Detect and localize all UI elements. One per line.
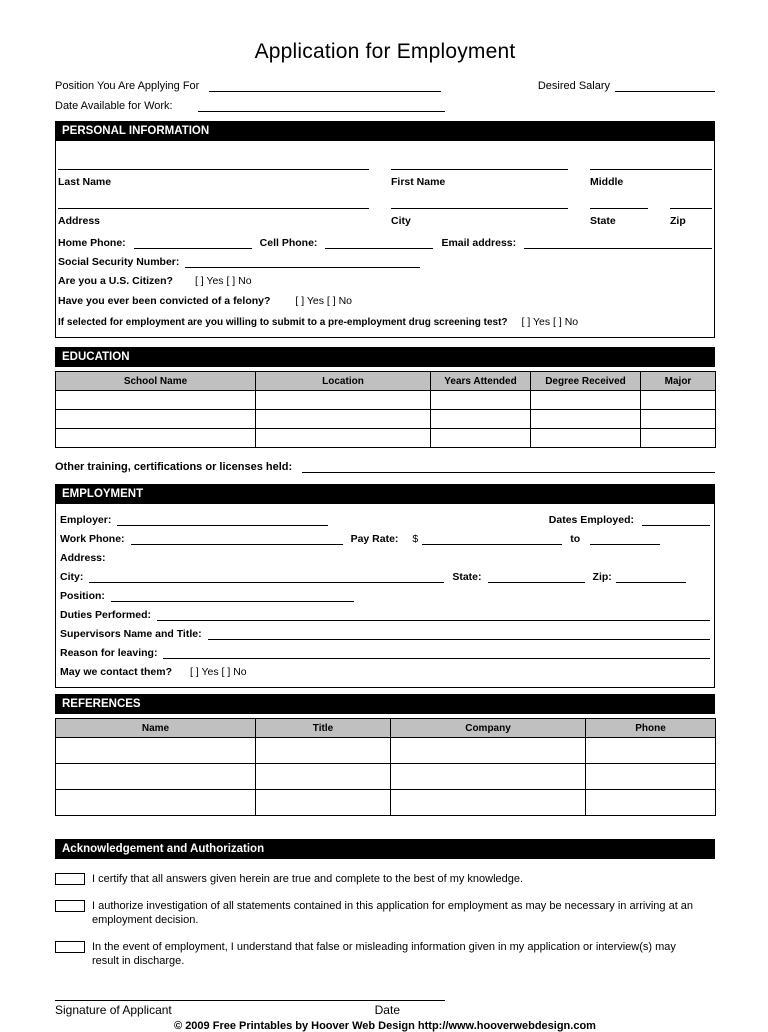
references-cell[interactable] bbox=[391, 738, 586, 764]
references-cell[interactable] bbox=[586, 790, 716, 816]
position-label: Position You Are Applying For bbox=[55, 80, 200, 92]
email-input-line[interactable] bbox=[524, 237, 712, 249]
dates-employed-label: Dates Employed: bbox=[548, 514, 634, 526]
education-table bbox=[55, 371, 716, 448]
education-row bbox=[56, 391, 716, 410]
supervisor-row bbox=[56, 621, 714, 640]
education-cell[interactable] bbox=[641, 391, 716, 410]
zip-input-line[interactable] bbox=[670, 197, 712, 209]
signature-input-line[interactable] bbox=[55, 1000, 445, 1001]
signature-labels-row bbox=[55, 1003, 445, 1017]
education-cell[interactable] bbox=[431, 391, 531, 410]
last-name-field bbox=[58, 157, 369, 188]
section-header-personal-information: PERSONAL INFORMATION bbox=[55, 121, 715, 141]
education-cell[interactable] bbox=[256, 410, 431, 429]
pay-rate-to-input-line[interactable] bbox=[590, 533, 660, 545]
acknowledgement-checkbox[interactable] bbox=[55, 900, 85, 912]
education-cell[interactable] bbox=[56, 391, 256, 410]
section-header-acknowledgement: Acknowledgement and Authorization bbox=[55, 839, 715, 859]
date-available-label: Date Available for Work: bbox=[55, 100, 173, 112]
duties-input-line[interactable] bbox=[157, 609, 710, 621]
references-header-name: Name bbox=[56, 719, 256, 738]
reason-for-leaving-label: Reason for leaving: bbox=[60, 647, 158, 659]
employment-zip-input-line[interactable] bbox=[616, 571, 686, 583]
first-name-label: First Name bbox=[391, 176, 446, 188]
employment-address-label: Address: bbox=[60, 552, 106, 564]
section-header-references: REFERENCES bbox=[55, 694, 715, 714]
employment-zip-label: Zip: bbox=[592, 571, 612, 583]
dates-employed-input-line[interactable] bbox=[642, 514, 710, 526]
date-available-row bbox=[55, 100, 715, 112]
desired-salary-label: Desired Salary bbox=[537, 80, 610, 92]
city-input-line[interactable] bbox=[391, 197, 568, 209]
other-training-input-line[interactable] bbox=[302, 461, 715, 473]
address-fields-row bbox=[56, 188, 714, 227]
position-held-input-line[interactable] bbox=[111, 590, 354, 602]
copyright-footer: © 2009 Free Printables by Hoover Web Design http://www.hooverwebdesign.com bbox=[174, 1020, 596, 1032]
references-header-phone: Phone bbox=[586, 719, 716, 738]
may-we-contact-yes-no-options[interactable]: [ ] Yes [ ] No bbox=[190, 666, 247, 678]
felony-row bbox=[56, 287, 714, 307]
other-training-label: Other training, certifications or licenses held: bbox=[55, 461, 293, 473]
work-phone-row bbox=[56, 526, 714, 545]
references-header-title: Title bbox=[256, 719, 391, 738]
references-header-company: Company bbox=[391, 719, 586, 738]
zip-field bbox=[670, 196, 712, 227]
acknowledgement-statement: I authorize investigation of all statements contained in this application for employment as may be necessary in arriving at an employment decision. bbox=[92, 900, 694, 926]
references-cell[interactable] bbox=[56, 790, 256, 816]
pay-rate-input-line[interactable] bbox=[422, 533, 562, 545]
last-name-label: Last Name bbox=[58, 176, 112, 188]
education-cell[interactable] bbox=[641, 429, 716, 448]
duties-label: Duties Performed: bbox=[60, 609, 152, 621]
page-title: Application for Employment bbox=[254, 40, 516, 63]
address-input-line[interactable] bbox=[58, 197, 369, 209]
citizen-question-label: Are you a U.S. Citizen? bbox=[58, 275, 173, 287]
employment-address-row bbox=[56, 545, 714, 564]
references-cell[interactable] bbox=[586, 738, 716, 764]
references-row bbox=[56, 790, 716, 816]
education-cell[interactable] bbox=[256, 391, 431, 410]
reason-for-leaving-row bbox=[56, 640, 714, 659]
education-header-location: Location bbox=[256, 372, 431, 391]
state-label: State bbox=[590, 215, 616, 227]
references-header-row bbox=[56, 719, 716, 738]
acknowledgement-item bbox=[55, 940, 715, 968]
first-name-input-line[interactable] bbox=[391, 158, 568, 170]
acknowledgement-statement: I certify that all answers given herein are true and complete to the best of my knowledge. bbox=[92, 873, 524, 885]
first-name-field bbox=[391, 157, 568, 188]
date-available-input-line[interactable] bbox=[198, 100, 445, 112]
state-input-line[interactable] bbox=[590, 197, 648, 209]
drug-test-yes-no-options[interactable]: [ ] Yes [ ] No bbox=[521, 316, 579, 328]
supervisor-label: Supervisors Name and Title: bbox=[60, 628, 202, 640]
references-cell[interactable] bbox=[391, 764, 586, 790]
education-cell[interactable] bbox=[531, 391, 641, 410]
cell-phone-label: Cell Phone: bbox=[259, 237, 318, 249]
education-header-major: Major bbox=[641, 372, 716, 391]
middle-name-label: Middle bbox=[590, 176, 624, 188]
pay-rate-label: Pay Rate: bbox=[350, 533, 399, 545]
education-header-school: School Name bbox=[56, 372, 256, 391]
section-header-education: EDUCATION bbox=[55, 347, 715, 367]
employment-state-label: State: bbox=[452, 571, 482, 583]
desired-salary-input-line[interactable] bbox=[615, 80, 715, 92]
education-cell[interactable] bbox=[531, 429, 641, 448]
signature-block bbox=[55, 1000, 445, 1017]
ssn-label: Social Security Number: bbox=[58, 256, 180, 268]
work-phone-input-line[interactable] bbox=[131, 533, 343, 545]
duties-row bbox=[56, 602, 714, 621]
education-cell[interactable] bbox=[56, 410, 256, 429]
last-name-input-line[interactable] bbox=[58, 158, 369, 170]
references-cell[interactable] bbox=[586, 764, 716, 790]
education-cell[interactable] bbox=[641, 410, 716, 429]
references-cell[interactable] bbox=[256, 790, 391, 816]
employment-state-input-line[interactable] bbox=[488, 571, 585, 583]
reason-for-leaving-input-line[interactable] bbox=[163, 647, 710, 659]
references-row bbox=[56, 738, 716, 764]
section-header-employment: EMPLOYMENT bbox=[55, 484, 715, 504]
middle-name-input-line[interactable] bbox=[590, 158, 712, 170]
address-label: Address bbox=[58, 215, 101, 227]
education-header-row bbox=[56, 372, 716, 391]
references-cell[interactable] bbox=[56, 738, 256, 764]
acknowledgement-item bbox=[55, 872, 715, 886]
acknowledgement-checkbox[interactable] bbox=[55, 873, 85, 885]
email-label: Email address: bbox=[441, 237, 517, 249]
drug-test-row bbox=[56, 307, 714, 337]
education-row bbox=[56, 410, 716, 429]
references-cell[interactable] bbox=[391, 790, 586, 816]
education-cell[interactable] bbox=[431, 410, 531, 429]
home-phone-input-line[interactable] bbox=[134, 237, 252, 249]
state-field bbox=[590, 196, 648, 227]
employment-position-label: Position: bbox=[60, 590, 105, 602]
references-cell[interactable] bbox=[56, 764, 256, 790]
may-we-contact-label: May we contact them? bbox=[60, 666, 173, 678]
employer-row bbox=[56, 504, 714, 526]
name-fields-row bbox=[56, 141, 714, 188]
position-salary-row bbox=[55, 80, 715, 92]
form-content bbox=[55, 0, 715, 1032]
address-field bbox=[58, 196, 369, 227]
references-cell[interactable] bbox=[256, 764, 391, 790]
ssn-row bbox=[56, 249, 714, 268]
currency-symbol: $ bbox=[412, 533, 419, 545]
references-row bbox=[56, 764, 716, 790]
education-cell[interactable] bbox=[431, 429, 531, 448]
education-cell[interactable] bbox=[56, 429, 256, 448]
pay-rate-to-label: to bbox=[570, 533, 581, 545]
education-cell[interactable] bbox=[256, 429, 431, 448]
zip-label: Zip bbox=[670, 215, 686, 227]
personal-information-section bbox=[55, 141, 715, 338]
felony-yes-no-options[interactable]: [ ] Yes [ ] No bbox=[295, 295, 353, 307]
education-row bbox=[56, 429, 716, 448]
employment-city-row bbox=[56, 564, 714, 583]
references-table bbox=[55, 718, 716, 816]
employment-section bbox=[55, 504, 715, 688]
city-field bbox=[391, 196, 568, 227]
cell-phone-input-line[interactable] bbox=[325, 237, 433, 249]
acknowledgement-statement: In the event of employment, I understand that false or misleading information given in my application or interview(s) may result in discharge. bbox=[92, 941, 676, 967]
signature-label: Signature of Applicant bbox=[55, 1003, 172, 1017]
acknowledgement-item bbox=[55, 899, 715, 927]
references-cell[interactable] bbox=[256, 738, 391, 764]
citizen-yes-no-options[interactable]: [ ] Yes [ ] No bbox=[194, 275, 252, 287]
position-row bbox=[56, 583, 714, 602]
may-we-contact-row bbox=[56, 659, 714, 687]
supervisor-input-line[interactable] bbox=[208, 628, 710, 640]
phones-row bbox=[56, 227, 714, 249]
middle-name-field bbox=[590, 157, 712, 188]
felony-question-label: Have you ever been convicted of a felony? bbox=[58, 295, 271, 307]
ssn-input-line[interactable] bbox=[185, 256, 420, 268]
work-phone-label: Work Phone: bbox=[60, 533, 125, 545]
home-phone-label: Home Phone: bbox=[58, 237, 126, 249]
signature-date-label: Date bbox=[374, 1003, 400, 1017]
city-label: City bbox=[391, 215, 411, 227]
employment-city-label: City: bbox=[60, 571, 84, 583]
drug-test-question-label: If selected for employment are you willing to submit to a pre-employment drug screening test? bbox=[58, 317, 508, 328]
other-training-row bbox=[55, 461, 715, 473]
education-header-degree: Degree Received bbox=[531, 372, 641, 391]
citizen-row bbox=[56, 268, 714, 287]
employer-input-line[interactable] bbox=[117, 514, 328, 526]
education-cell[interactable] bbox=[531, 410, 641, 429]
employer-label: Employer: bbox=[60, 514, 112, 526]
acknowledgement-checkbox[interactable] bbox=[55, 941, 85, 953]
employment-city-input-line[interactable] bbox=[89, 571, 444, 583]
position-input-line[interactable] bbox=[209, 80, 441, 92]
education-header-years: Years Attended bbox=[431, 372, 531, 391]
